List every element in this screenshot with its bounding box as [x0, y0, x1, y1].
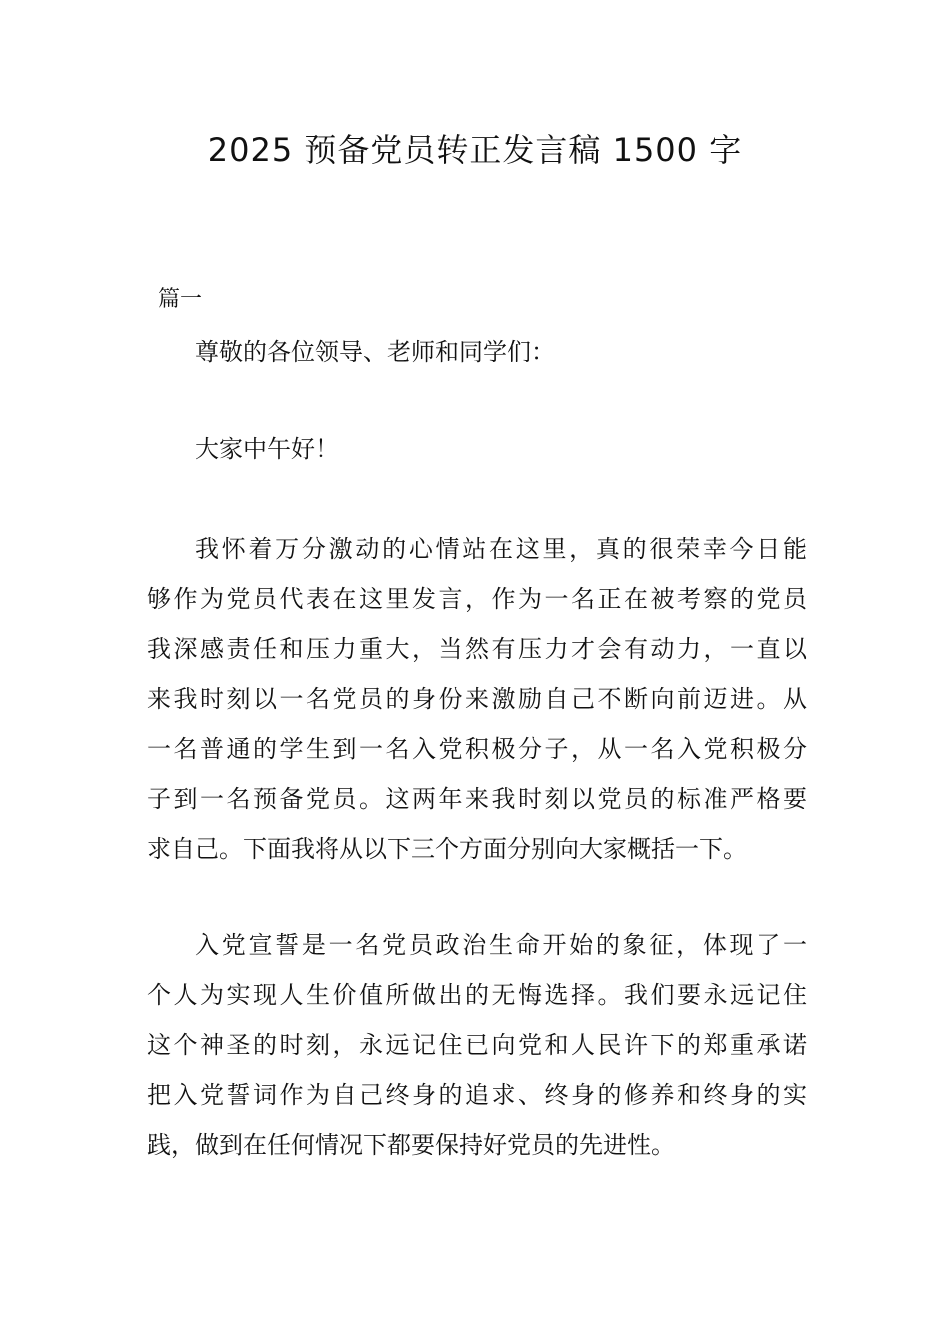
paragraph-line: 入党宣誓是一名党员政治生命开始的象征，体现了一	[195, 931, 807, 959]
paragraph-line: 把入党誓词作为自己终身的追求、终身的修养和终身的实	[147, 1081, 807, 1109]
paragraph-line: 子到一名预备党员。这两年来我时刻以党员的标准严格要	[147, 785, 807, 813]
paragraph-line: 来我时刻以一名党员的身份来激励自己不断向前迈进。从	[147, 685, 807, 713]
paragraph-line: 我深感责任和压力重大，当然有压力才会有动力，一直以	[147, 635, 807, 663]
paragraph-line: 这个神圣的时刻，永远记住已向党和人民许下的郑重承诺	[147, 1031, 807, 1059]
salutation: 尊敬的各位领导、老师和同学们：	[195, 338, 555, 366]
document-title: 2025 预备党员转正发言稿 1500 字	[207, 131, 743, 169]
paragraph-line: 我怀着万分激动的心情站在这里，真的很荣幸今日能	[195, 535, 807, 563]
paragraph-line: 够作为党员代表在这里发言，作为一名正在被考察的党员	[147, 585, 807, 613]
paragraph-line: 践，做到在任何情况下都要保持好党员的先进性。	[147, 1131, 675, 1159]
paragraph-line: 一名普通的学生到一名入党积极分子，从一名入党积极分	[147, 735, 807, 763]
section-label: 篇一	[158, 287, 203, 312]
paragraph-line: 求自己。下面我将从以下三个方面分别向大家概括一下。	[147, 835, 747, 863]
greeting: 大家中午好！	[195, 435, 339, 463]
paragraph-line: 个人为实现人生价值所做出的无悔选择。我们要永远记住	[147, 981, 807, 1009]
